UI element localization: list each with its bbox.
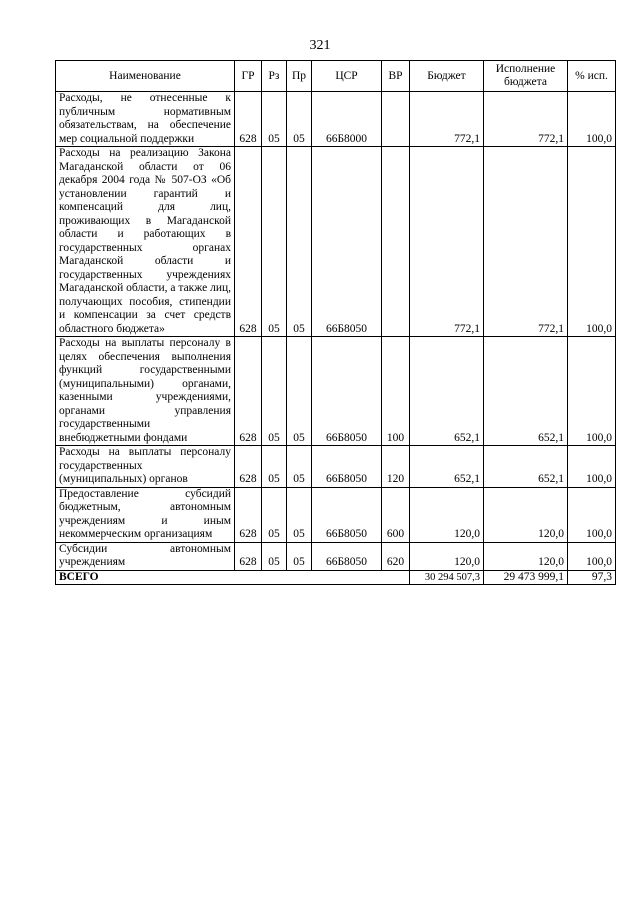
row-budget: 772,1 — [410, 147, 484, 337]
row-pr: 05 — [287, 487, 312, 542]
row-gr: 628 — [235, 542, 262, 570]
table-header-row — [56, 61, 616, 92]
header-pct: % исп. — [568, 61, 616, 92]
row-execution: 120,0 — [484, 487, 568, 542]
row-gr: 628 — [235, 446, 262, 488]
row-gr: 628 — [235, 487, 262, 542]
row-vr: 600 — [382, 487, 410, 542]
row-vr: 620 — [382, 542, 410, 570]
row-execution: 652,1 — [484, 337, 568, 446]
table-row — [56, 92, 616, 147]
row-execution: 772,1 — [484, 147, 568, 337]
row-vr: 120 — [382, 446, 410, 488]
row-vr — [382, 147, 410, 337]
row-budget: 652,1 — [410, 446, 484, 488]
row-csr: 66Б8050 — [312, 147, 382, 337]
row-rz: 05 — [262, 147, 287, 337]
table-row — [56, 337, 616, 446]
header-vr: ВР — [382, 61, 410, 92]
total-pct: 97,3 — [568, 570, 616, 585]
row-name: Расходы на выплаты персоналу государственных (муниципальных) органов — [56, 446, 235, 488]
row-pr: 05 — [287, 337, 312, 446]
row-name: Субсидии автономным учреждениям — [56, 542, 235, 570]
row-csr: 66Б8050 — [312, 542, 382, 570]
row-vr — [382, 92, 410, 147]
row-budget: 120,0 — [410, 487, 484, 542]
row-pct: 100,0 — [568, 446, 616, 488]
row-csr: 66Б8000 — [312, 92, 382, 147]
row-gr: 628 — [235, 147, 262, 337]
row-name: Расходы на реализацию Закона Магаданской области от 06 декабря 2004 года № 507-ОЗ «Об установлении гарантий и компенсаций для лиц, проживающих в Магаданской области и работающих в государственных органах Магаданской области и государственных учреждениях Магаданской области, а также лиц, получающих пособия, стипендии и компенсации за счет средств областного бюджета» — [56, 147, 235, 337]
row-name: Расходы на выплаты персоналу в целях обеспечения выполнения функций государственными (муниципальными) органами, казенными учреждениями, органами управления государственными внебюджетными фондами — [56, 337, 235, 446]
row-csr: 66Б8050 — [312, 446, 382, 488]
row-pr: 05 — [287, 147, 312, 337]
row-csr: 66Б8050 — [312, 337, 382, 446]
row-rz: 05 — [262, 446, 287, 488]
row-gr: 628 — [235, 337, 262, 446]
row-pct: 100,0 — [568, 92, 616, 147]
header-name: Наименование — [56, 61, 235, 92]
total-label: ВСЕГО — [56, 570, 410, 585]
header-execution: Исполнение бюджета — [484, 61, 568, 92]
row-name: Предоставление субсидий бюджетным, автономным учреждениям и иным некоммерческим организациям — [56, 487, 235, 542]
table-row — [56, 446, 616, 488]
table-row — [56, 487, 616, 542]
row-execution: 120,0 — [484, 542, 568, 570]
row-vr: 100 — [382, 337, 410, 446]
page-number: 321 — [309, 38, 331, 53]
total-budget: 30 294 507,3 — [410, 570, 484, 585]
row-gr: 628 — [235, 92, 262, 147]
header-csr: ЦСР — [312, 61, 382, 92]
row-execution: 652,1 — [484, 446, 568, 488]
budget-table — [55, 60, 616, 585]
row-budget: 772,1 — [410, 92, 484, 147]
header-budget: Бюджет — [410, 61, 484, 92]
row-pr: 05 — [287, 542, 312, 570]
row-pct: 100,0 — [568, 542, 616, 570]
row-rz: 05 — [262, 92, 287, 147]
row-budget: 120,0 — [410, 542, 484, 570]
table-row — [56, 542, 616, 570]
total-row — [56, 570, 616, 585]
row-pct: 100,0 — [568, 487, 616, 542]
header-rz: Рз — [262, 61, 287, 92]
row-pct: 100,0 — [568, 337, 616, 446]
header-gr: ГР — [235, 61, 262, 92]
table-row — [56, 147, 616, 337]
row-rz: 05 — [262, 337, 287, 446]
row-pr: 05 — [287, 446, 312, 488]
total-execution: 29 473 999,1 — [484, 570, 568, 585]
row-execution: 772,1 — [484, 92, 568, 147]
row-csr: 66Б8050 — [312, 487, 382, 542]
row-name: Расходы, не отнесенные к публичным нормативным обязательствам, на обеспечение мер социальной поддержки — [56, 92, 235, 147]
row-pct: 100,0 — [568, 147, 616, 337]
row-pr: 05 — [287, 92, 312, 147]
row-rz: 05 — [262, 542, 287, 570]
header-pr: Пр — [287, 61, 312, 92]
row-rz: 05 — [262, 487, 287, 542]
row-budget: 652,1 — [410, 337, 484, 446]
